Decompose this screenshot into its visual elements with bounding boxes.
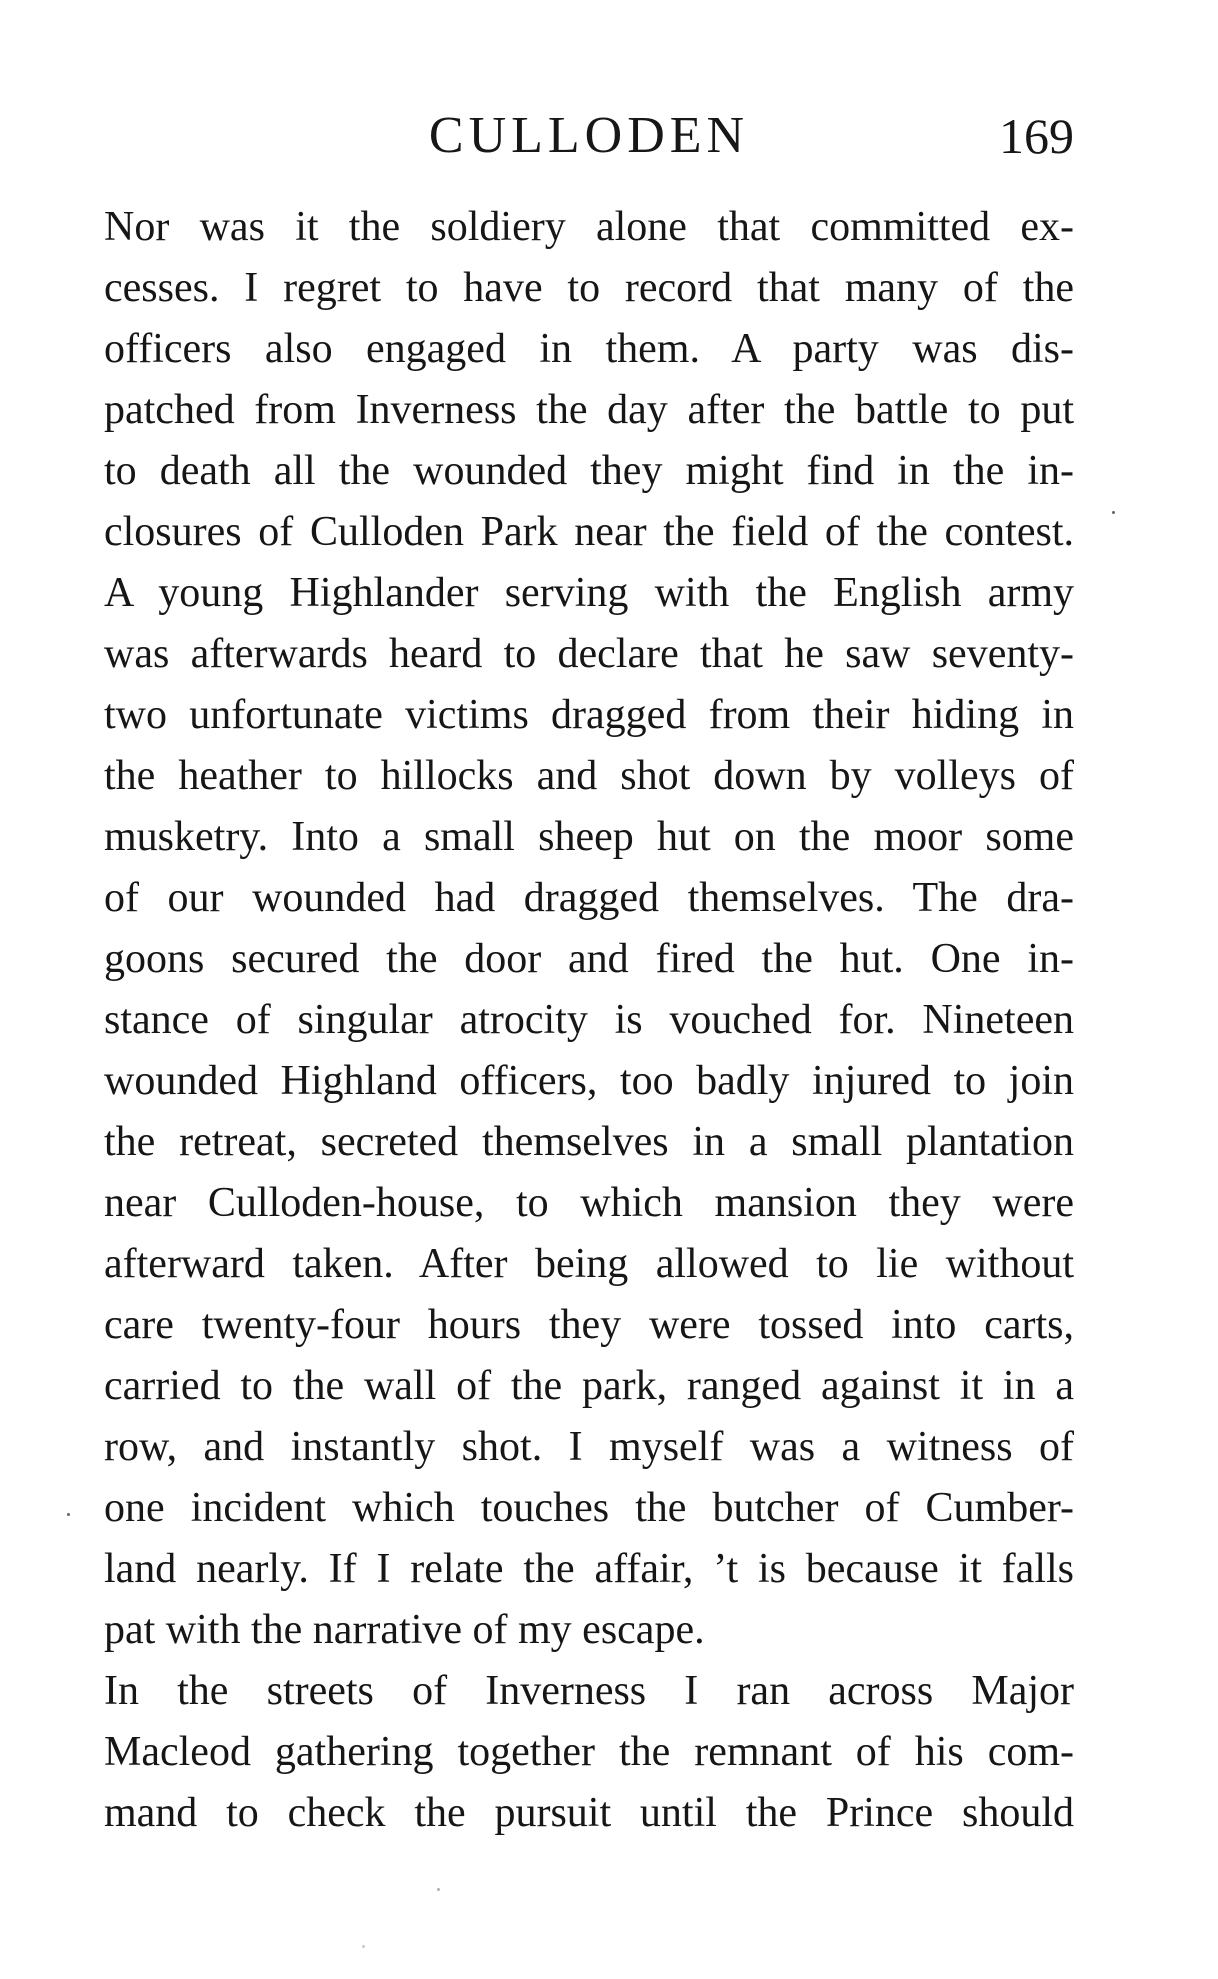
paragraph-1	[104, 197, 1074, 1661]
text-line: goons secured the door and fired the hut. One in-	[104, 936, 1074, 982]
text-line: Nor was it the soldiery alone that committed ex-	[104, 204, 1074, 250]
text-line: closures of Culloden Park near the field of the contest.	[104, 509, 1074, 555]
text-line: musketry. Into a small sheep hut on the moor some	[104, 814, 1074, 860]
text-line: officers also engaged in them. A party was dis-	[104, 326, 1074, 372]
print-speck	[362, 1945, 365, 1948]
text-line: the heather to hillocks and shot down by volleys of	[104, 753, 1074, 799]
text-line: carried to the wall of the park, ranged against it in a	[104, 1363, 1074, 1409]
text-line: Macleod gathering together the remnant of his com-	[104, 1729, 1074, 1775]
text-line: cesses. I regret to have to record that many of the	[104, 265, 1074, 311]
text-line: A young Highlander serving with the English army	[104, 570, 1074, 616]
text-line: In the streets of Inverness I ran across Major	[104, 1668, 1074, 1714]
text-line: patched from Inverness the day after the battle to put	[104, 387, 1074, 433]
text-line: pat with the narrative of my escape.	[104, 1607, 705, 1653]
text-line: afterward taken. After being allowed to lie without	[104, 1241, 1074, 1287]
paragraph-2	[104, 1661, 1074, 1844]
text-line: stance of singular atrocity is vouched for. Nineteen	[104, 997, 1074, 1043]
page-number: 169	[999, 108, 1074, 164]
text-line: one incident which touches the butcher of Cumber-	[104, 1485, 1074, 1531]
text-line: row, and instantly shot. I myself was a witness of	[104, 1424, 1074, 1470]
text-line: the retreat, secreted themselves in a small plantation	[104, 1119, 1074, 1165]
text-line: care twenty-four hours they were tossed into carts,	[104, 1302, 1074, 1348]
text-line: mand to check the pursuit until the Prince should	[104, 1790, 1074, 1836]
text-line: wounded Highland officers, too badly injured to join	[104, 1058, 1074, 1104]
print-speck	[67, 1513, 70, 1516]
text-line: of our wounded had dragged themselves. The dra-	[104, 875, 1074, 921]
print-speck	[1112, 511, 1115, 514]
text-line: to death all the wounded they might find in the in-	[104, 448, 1074, 494]
text-line: near Culloden-house, to which mansion they were	[104, 1180, 1074, 1226]
print-speck	[437, 1888, 440, 1891]
chapter-title: CULLODEN	[428, 107, 750, 164]
text-line: land nearly. If I relate the affair, ’t is because it falls	[104, 1546, 1074, 1592]
running-head	[104, 106, 1074, 166]
text-line: was afterwards heard to declare that he saw seventy-	[104, 631, 1074, 677]
body-text	[104, 197, 1074, 1844]
text-line: two unfortunate victims dragged from their hiding in	[104, 692, 1074, 738]
